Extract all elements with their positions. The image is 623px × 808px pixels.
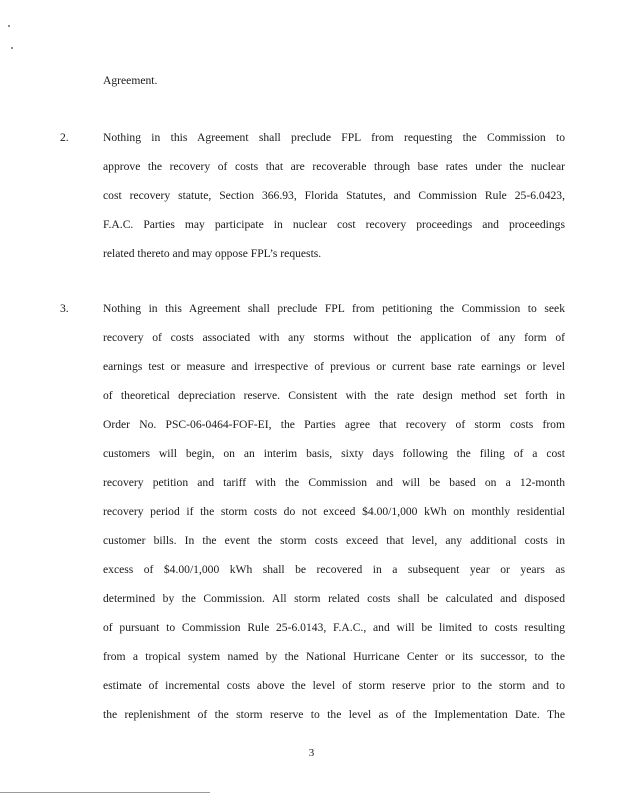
paragraph-line: Nothing in this Agreement shall preclude FPL from requesting the Commission to [103,131,565,144]
paragraph-line: of theoretical depreciation reserve. Consistent with the rate design method set forth in [103,389,565,402]
paragraph-line: excess of $4.00/1,000 kWh shall be recovered in a subsequent year or years as [103,563,565,576]
paragraph-line: recovery of costs associated with any storms without the application of any form of [103,331,565,344]
paragraph-line: the replenishment of the storm reserve to the level as of the Implementation Date. The [103,708,565,721]
paragraph-line: recovery petition and tariff with the Commission and will be based on a 12-month [103,476,565,489]
paragraph-line: customers will begin, on an interim basis, sixty days following the filing of a cost [103,447,565,460]
paragraph-line: recovery period if the storm costs do not exceed $4.00/1,000 kWh on monthly residential [103,505,565,518]
paragraph-line: Nothing in this Agreement shall preclude FPL from petitioning the Commission to seek [103,302,565,315]
paragraph-line: earnings test or measure and irrespective of previous or current base rate earnings or level [103,360,565,373]
paragraph-line: of pursuant to Commission Rule 25-6.0143, F.A.C., and will be limited to costs resulting [103,621,565,634]
scan-speck [11,47,13,49]
scan-speck [8,25,10,27]
continuation-text: Agreement. [103,74,158,87]
paragraph-line: cost recovery statute, Section 366.93, Florida Statutes, and Commission Rule 25-6.0423, [103,189,565,202]
paragraph-line: customer bills. In the event the storm costs exceed that level, any additional costs in [103,534,565,547]
paragraph-line: estimate of incremental costs above the level of storm reserve prior to the storm and to [103,679,565,692]
paragraph-line: F.A.C. Parties may participate in nuclear cost recovery proceedings and proceedings [103,218,565,231]
paragraph-line: determined by the Commission. All storm related costs shall be calculated and disposed [103,592,565,605]
paragraph-number: 3. [60,302,69,315]
paragraph-line: Order No. PSC-06-0464-FOF-EI, the Parties agree that recovery of storm costs from [103,418,565,431]
paragraph-line: approve the recovery of costs that are recoverable through base rates under the nuclear [103,160,565,173]
paragraph-number: 2. [60,131,69,144]
footer-rule [0,792,210,793]
paragraph-line: from a tropical system named by the National Hurricane Center or its successor, to the [103,650,565,663]
page-number: 3 [308,747,315,759]
paragraph-line: related thereto and may oppose FPL’s requests. [103,247,322,260]
